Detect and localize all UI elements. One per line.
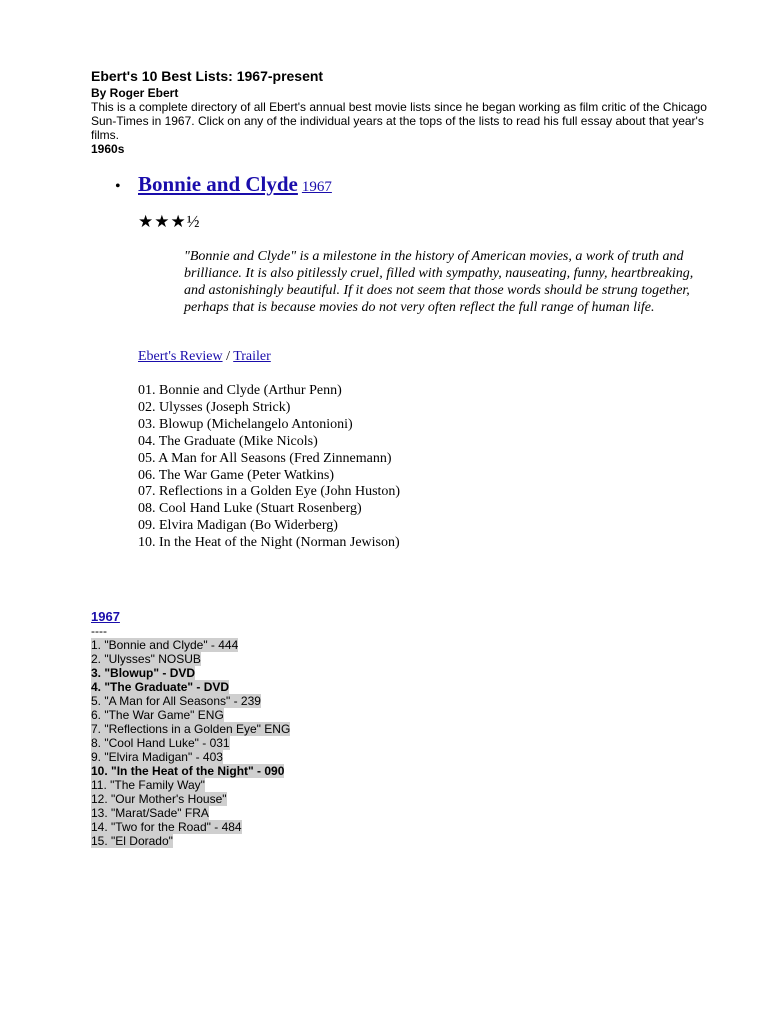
list-item-text: 12. "Our Mother's House" bbox=[91, 792, 227, 806]
list-item-text: 11. "The Family Way" bbox=[91, 778, 205, 792]
top-ten-list bbox=[138, 383, 400, 552]
list-item bbox=[91, 806, 290, 820]
list-item: 04. The Graduate (Mike Nicols) bbox=[138, 433, 318, 449]
list-item-text: 4. "The Graduate" - DVD bbox=[91, 680, 230, 694]
link-separator: / bbox=[222, 349, 234, 364]
list-item-text: 7. "Reflections in a Golden Eye" ENG bbox=[91, 722, 291, 736]
list-item: 10. In the Heat of the Night (Norman Jewison) bbox=[138, 535, 400, 551]
byline: By Roger Ebert bbox=[91, 86, 179, 100]
list-item bbox=[91, 722, 290, 736]
star-rating: ★★★½ bbox=[138, 212, 201, 231]
list-item-text: 5. "A Man for All Seasons" - 239 bbox=[91, 694, 261, 708]
bullet-icon: • bbox=[115, 178, 121, 195]
list-item-text: 14. "Two for the Road" - 484 bbox=[91, 820, 242, 834]
list-item bbox=[91, 708, 290, 722]
review-links bbox=[138, 349, 271, 365]
featured-film-heading bbox=[138, 172, 332, 197]
review-quote: "Bonnie and Clyde" is a milestone in the history of American movies, a work of truth and brilliance. It is also pitilessly cruel, filled with sympathy, nauseating, funny, heartbreaking, and astonishingly beautiful. If it does not seem that those words should be strung together, perhaps that is because movies do not very often reflect the full range of human life. bbox=[184, 249, 694, 315]
list-item: 09. Elvira Madigan (Bo Widerberg) bbox=[138, 518, 338, 534]
list-item bbox=[91, 764, 290, 778]
list-item: 05. A Man for All Seasons (Fred Zinnemann) bbox=[138, 450, 392, 466]
trailer-link[interactable]: Trailer bbox=[233, 349, 271, 364]
eberts-review-link[interactable]: Ebert's Review bbox=[138, 349, 223, 364]
list-item-text: 1. "Bonnie and Clyde" - 444 bbox=[91, 638, 239, 652]
list-item bbox=[91, 638, 290, 652]
list-item bbox=[91, 694, 290, 708]
list-item bbox=[91, 820, 290, 834]
page-title: Ebert's 10 Best Lists: 1967-present bbox=[91, 68, 324, 84]
list-item: 06. The War Game (Peter Watkins) bbox=[138, 467, 335, 483]
list-item-text: 3. "Blowup" - DVD bbox=[91, 666, 196, 680]
divider-dashes: ---- bbox=[91, 624, 107, 638]
list-item: 03. Blowup (Michelangelo Antonioni) bbox=[138, 416, 353, 432]
list-item-text: 6. "The War Game" ENG bbox=[91, 708, 224, 722]
list-item: 01. Bonnie and Clyde (Arthur Penn) bbox=[138, 383, 342, 398]
list-item: 08. Cool Hand Luke (Stuart Rosenberg) bbox=[138, 501, 362, 517]
list-item-text: 10. "In the Heat of the Night" - 090 bbox=[91, 764, 285, 778]
intro-paragraph: This is a complete directory of all Ebert's annual best movie lists since he began working as film critic of the Chicago Sun-Times in 1967. Click on any of the individual years at the tops of the lists to read his full essay about that year's films. bbox=[91, 100, 707, 142]
film-year-link[interactable]: 1967 bbox=[301, 179, 332, 195]
list-item-text: 13. "Marat/Sade" FRA bbox=[91, 806, 209, 820]
decade-heading: 1960s bbox=[91, 142, 125, 156]
list-item bbox=[91, 652, 290, 666]
list-item-text: 2. "Ulysses" NOSUB bbox=[91, 652, 201, 666]
list-item-text: 8. "Cool Hand Luke" - 031 bbox=[91, 736, 230, 750]
list-item: 07. Reflections in a Golden Eye (John Huston) bbox=[138, 484, 401, 500]
list-item-text: 15. "El Dorado" bbox=[91, 834, 173, 848]
list-item bbox=[91, 750, 290, 764]
film-title-link[interactable]: Bonnie and Clyde bbox=[138, 172, 298, 196]
list-item bbox=[91, 778, 290, 792]
list-item-text: 9. "Elvira Madigan" - 403 bbox=[91, 750, 223, 764]
ranked-list bbox=[91, 638, 290, 848]
list-item: 02. Ulysses (Joseph Strick) bbox=[138, 399, 291, 415]
list-item bbox=[91, 834, 290, 848]
list-item bbox=[91, 792, 290, 806]
list-item bbox=[91, 736, 290, 750]
year-1967-link[interactable]: 1967 bbox=[91, 609, 120, 624]
list-item bbox=[91, 666, 290, 680]
list-item bbox=[91, 680, 290, 694]
